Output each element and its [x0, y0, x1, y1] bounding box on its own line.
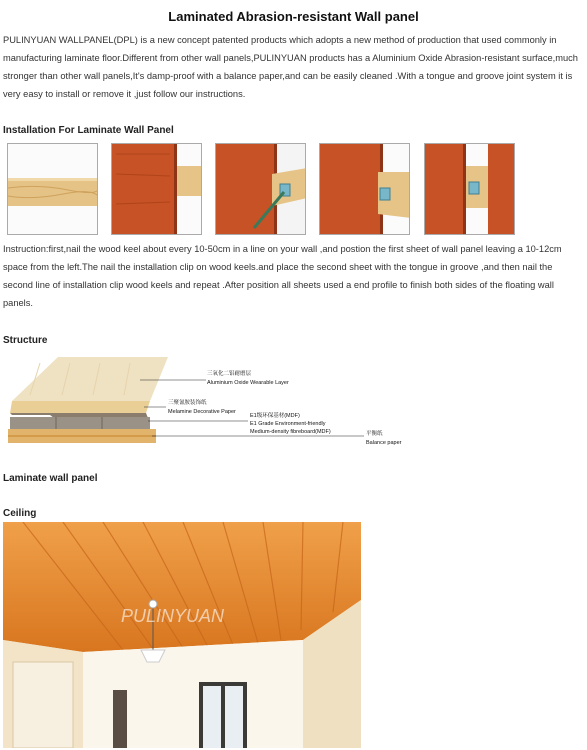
installation-instructions: Instruction:first,nail the wood keel about every 10-50cm in a line on your wall ,and postion the first sheet of wall panel leaving a 10-12cm space from the left.The nail the installation clip on wood keels.and place the second sheet with the tongue in groove ,and then nail the second line of installation clip wood keels and repeat .After position all sheets used a end profile to finish both sides of the floating wall panels. — [3, 244, 562, 308]
install-step-1-photo — [7, 143, 98, 235]
structure-diagram — [0, 355, 587, 455]
install-step-2-photo — [111, 143, 202, 235]
page-title: Laminated Abrasion-resistant Wall panel — [168, 9, 419, 24]
intro-paragraph: PULINYUAN WALLPANEL(DPL) is a new concept patented products which adopts a new method of production that used commonly in manufacturing laminate floor.Different from other wall panels,PULINYUAN products has a Aluminium Oxide Abrasion-resistant surface,much stronger than other wall panels,It's damp-proof with a balance paper,and can be easily cleaned .With a tongue and groove joint system it is very easy to install or remove it ,just follow our instructions. — [3, 35, 578, 99]
ceiling-heading: Ceiling — [3, 508, 37, 519]
install-step-4-photo — [319, 143, 410, 235]
layer-1-cn: 三氧化二铝耐磨层 — [207, 371, 252, 377]
layer-3-en: E1 Grade Environment-friendly — [250, 421, 326, 427]
layer-3-cn: E1级环保基材(MDF) — [250, 413, 300, 419]
layer-2-en: Melamine Decorative Paper — [168, 409, 236, 415]
structure-heading: Structure — [3, 335, 48, 346]
install-step-5-photo — [424, 143, 515, 235]
installation-heading: Installation For Laminate Wall Panel — [3, 125, 174, 136]
layer-4-en: Balance paper — [366, 440, 402, 446]
layer-1-en: Aluminium Oxide Wearable Layer — [207, 380, 289, 386]
watermark: PULINYUAN — [121, 606, 225, 626]
ceiling-photo — [3, 522, 361, 748]
install-step-3-photo — [215, 143, 306, 235]
layer-2-cn: 三聚氰胺装饰纸 — [168, 400, 207, 406]
layer-4-cn: 平衡纸 — [366, 431, 383, 437]
laminate-heading: Laminate wall panel — [3, 473, 98, 484]
layer-3-en-2: Medium-density fibreboard(MDF) — [250, 429, 331, 435]
